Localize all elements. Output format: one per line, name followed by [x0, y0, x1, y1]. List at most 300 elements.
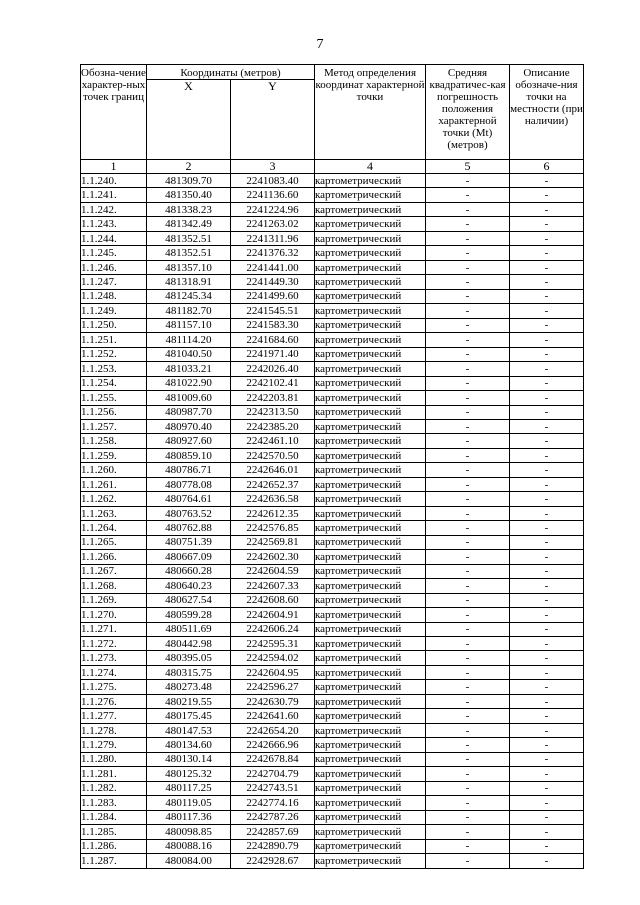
header-mean-error: Средняя квадратичес-кая погрешность положения характерной точки (Mt) (метров) [426, 65, 510, 160]
x-coordinate-cell: 480119.05 [147, 796, 231, 810]
x-coordinate-cell: 480660.28 [147, 564, 231, 578]
description-cell: - [510, 839, 584, 853]
y-coordinate-cell: 2242928.67 [231, 854, 315, 868]
y-coordinate-cell: 2242569.81 [231, 535, 315, 549]
method-cell: картометрический [315, 405, 426, 419]
description-cell: - [510, 405, 584, 419]
mean-error-cell: - [426, 260, 510, 274]
header-x: X [147, 80, 231, 160]
description-cell: - [510, 376, 584, 390]
point-id-cell: 1.1.261. [81, 477, 147, 491]
point-id-cell: 1.1.253. [81, 362, 147, 376]
mean-error-cell: - [426, 231, 510, 245]
x-coordinate-cell: 481022.90 [147, 376, 231, 390]
mean-error-cell: - [426, 680, 510, 694]
point-id-cell: 1.1.269. [81, 593, 147, 607]
x-coordinate-cell: 480315.75 [147, 665, 231, 679]
y-coordinate-cell: 2242594.02 [231, 651, 315, 665]
description-cell: - [510, 637, 584, 651]
table-row [81, 275, 584, 289]
method-cell: картометрический [315, 622, 426, 636]
method-cell: картометрический [315, 448, 426, 462]
x-coordinate-cell: 480273.48 [147, 680, 231, 694]
page-number: 7 [316, 37, 324, 52]
method-cell: картометрический [315, 810, 426, 824]
table-row [81, 535, 584, 549]
mean-error-cell: - [426, 289, 510, 303]
table-row [81, 825, 584, 839]
description-cell: - [510, 680, 584, 694]
description-cell: - [510, 665, 584, 679]
description-cell: - [510, 767, 584, 781]
x-coordinate-cell: 480667.09 [147, 550, 231, 564]
x-coordinate-cell: 480125.32 [147, 767, 231, 781]
table-row [81, 477, 584, 491]
table-row [81, 665, 584, 679]
mean-error-cell: - [426, 810, 510, 824]
table-row [81, 839, 584, 853]
x-coordinate-cell: 480786.71 [147, 463, 231, 477]
method-cell: картометрический [315, 723, 426, 737]
mean-error-cell: - [426, 275, 510, 289]
description-cell: - [510, 188, 584, 202]
mean-error-cell: - [426, 738, 510, 752]
method-cell: картометрический [315, 376, 426, 390]
mean-error-cell: - [426, 854, 510, 868]
column-number: 2 [147, 160, 231, 174]
method-cell: картометрический [315, 260, 426, 274]
x-coordinate-cell: 480117.36 [147, 810, 231, 824]
point-id-cell: 1.1.268. [81, 579, 147, 593]
table-row [81, 752, 584, 766]
description-cell: - [510, 694, 584, 708]
mean-error-cell: - [426, 246, 510, 260]
mean-error-cell: - [426, 391, 510, 405]
table-row [81, 289, 584, 303]
method-cell: картометрический [315, 608, 426, 622]
description-cell: - [510, 304, 584, 318]
description-cell: - [510, 434, 584, 448]
mean-error-cell: - [426, 839, 510, 853]
header-method: Метод определения координат характерной точки [315, 65, 426, 160]
point-id-cell: 1.1.285. [81, 825, 147, 839]
table-row [81, 810, 584, 824]
mean-error-cell: - [426, 304, 510, 318]
table-row [81, 854, 584, 868]
method-cell: картометрический [315, 839, 426, 853]
mean-error-cell: - [426, 579, 510, 593]
point-id-cell: 1.1.274. [81, 665, 147, 679]
y-coordinate-cell: 2242646.01 [231, 463, 315, 477]
mean-error-cell: - [426, 506, 510, 520]
mean-error-cell: - [426, 767, 510, 781]
mean-error-cell: - [426, 188, 510, 202]
y-coordinate-cell: 2241449.30 [231, 275, 315, 289]
description-cell: - [510, 174, 584, 188]
header-point-designation: Обозна-чение характер-ных точек границ [81, 65, 147, 160]
table-row [81, 231, 584, 245]
method-cell: картометрический [315, 767, 426, 781]
table-row [81, 767, 584, 781]
x-coordinate-cell: 480088.16 [147, 839, 231, 853]
table-row [81, 651, 584, 665]
y-coordinate-cell: 2242602.30 [231, 550, 315, 564]
point-id-cell: 1.1.287. [81, 854, 147, 868]
mean-error-cell: - [426, 608, 510, 622]
x-coordinate-cell: 480627.54 [147, 593, 231, 607]
method-cell: картометрический [315, 694, 426, 708]
mean-error-cell: - [426, 477, 510, 491]
mean-error-cell: - [426, 448, 510, 462]
method-cell: картометрический [315, 506, 426, 520]
table-row [81, 318, 584, 332]
y-coordinate-cell: 2242666.96 [231, 738, 315, 752]
y-coordinate-cell: 2241224.96 [231, 202, 315, 216]
description-cell: - [510, 651, 584, 665]
point-id-cell: 1.1.279. [81, 738, 147, 752]
point-id-cell: 1.1.258. [81, 434, 147, 448]
description-cell: - [510, 492, 584, 506]
description-cell: - [510, 810, 584, 824]
mean-error-cell: - [426, 347, 510, 361]
method-cell: картометрический [315, 289, 426, 303]
x-coordinate-cell: 480175.45 [147, 709, 231, 723]
mean-error-cell: - [426, 202, 510, 216]
point-id-cell: 1.1.251. [81, 333, 147, 347]
method-cell: картометрический [315, 434, 426, 448]
description-cell: - [510, 796, 584, 810]
method-cell: картометрический [315, 304, 426, 318]
y-coordinate-cell: 2242787.26 [231, 810, 315, 824]
point-id-cell: 1.1.250. [81, 318, 147, 332]
mean-error-cell: - [426, 651, 510, 665]
y-coordinate-cell: 2241545.51 [231, 304, 315, 318]
table-row [81, 694, 584, 708]
method-cell: картометрический [315, 593, 426, 607]
x-coordinate-cell: 480927.60 [147, 434, 231, 448]
table-row [81, 304, 584, 318]
table-row [81, 376, 584, 390]
x-coordinate-cell: 480640.23 [147, 579, 231, 593]
y-coordinate-cell: 2242595.31 [231, 637, 315, 651]
method-cell: картометрический [315, 246, 426, 260]
table-row [81, 260, 584, 274]
method-cell: картометрический [315, 637, 426, 651]
point-id-cell: 1.1.262. [81, 492, 147, 506]
method-cell: картометрический [315, 419, 426, 433]
description-cell: - [510, 608, 584, 622]
table-row [81, 217, 584, 231]
table-row [81, 202, 584, 216]
point-id-cell: 1.1.240. [81, 174, 147, 188]
description-cell: - [510, 622, 584, 636]
y-coordinate-cell: 2241684.60 [231, 333, 315, 347]
mean-error-cell: - [426, 376, 510, 390]
point-id-cell: 1.1.263. [81, 506, 147, 520]
column-number: 5 [426, 160, 510, 174]
table-row [81, 579, 584, 593]
method-cell: картометрический [315, 579, 426, 593]
y-coordinate-cell: 2242612.35 [231, 506, 315, 520]
table-row [81, 608, 584, 622]
point-id-cell: 1.1.270. [81, 608, 147, 622]
description-cell: - [510, 550, 584, 564]
table-row [81, 174, 584, 188]
description-cell: - [510, 391, 584, 405]
point-id-cell: 1.1.277. [81, 709, 147, 723]
point-id-cell: 1.1.241. [81, 188, 147, 202]
point-id-cell: 1.1.282. [81, 781, 147, 795]
y-coordinate-cell: 2242857.69 [231, 825, 315, 839]
description-cell: - [510, 362, 584, 376]
mean-error-cell: - [426, 564, 510, 578]
y-coordinate-cell: 2241083.40 [231, 174, 315, 188]
description-cell: - [510, 333, 584, 347]
method-cell: картометрический [315, 752, 426, 766]
x-coordinate-cell: 481350.40 [147, 188, 231, 202]
x-coordinate-cell: 480219.55 [147, 694, 231, 708]
description-cell: - [510, 752, 584, 766]
point-id-cell: 1.1.272. [81, 637, 147, 651]
description-cell: - [510, 593, 584, 607]
x-coordinate-cell: 481157.10 [147, 318, 231, 332]
mean-error-cell: - [426, 781, 510, 795]
method-cell: картометрический [315, 709, 426, 723]
point-id-cell: 1.1.245. [81, 246, 147, 260]
point-id-cell: 1.1.266. [81, 550, 147, 564]
point-id-cell: 1.1.247. [81, 275, 147, 289]
point-id-cell: 1.1.244. [81, 231, 147, 245]
y-coordinate-cell: 2241441.00 [231, 260, 315, 274]
y-coordinate-cell: 2242576.85 [231, 521, 315, 535]
method-cell: картометрический [315, 492, 426, 506]
mean-error-cell: - [426, 492, 510, 506]
mean-error-cell: - [426, 419, 510, 433]
description-cell: - [510, 825, 584, 839]
y-coordinate-cell: 2242652.37 [231, 477, 315, 491]
mean-error-cell: - [426, 405, 510, 419]
x-coordinate-cell: 480859.10 [147, 448, 231, 462]
method-cell: картометрический [315, 564, 426, 578]
method-cell: картометрический [315, 333, 426, 347]
mean-error-cell: - [426, 752, 510, 766]
mean-error-cell: - [426, 217, 510, 231]
point-id-cell: 1.1.255. [81, 391, 147, 405]
table-row [81, 781, 584, 795]
table-row [81, 564, 584, 578]
description-cell: - [510, 579, 584, 593]
x-coordinate-cell: 480511.69 [147, 622, 231, 636]
x-coordinate-cell: 481040.50 [147, 347, 231, 361]
y-coordinate-cell: 2241499.60 [231, 289, 315, 303]
y-coordinate-cell: 2242654.20 [231, 723, 315, 737]
y-coordinate-cell: 2242678.84 [231, 752, 315, 766]
x-coordinate-cell: 481342.49 [147, 217, 231, 231]
method-cell: картометрический [315, 202, 426, 216]
description-cell: - [510, 477, 584, 491]
description-cell: - [510, 854, 584, 868]
y-coordinate-cell: 2241263.02 [231, 217, 315, 231]
y-coordinate-cell: 2242461.10 [231, 434, 315, 448]
y-coordinate-cell: 2242203.81 [231, 391, 315, 405]
method-cell: картометрический [315, 362, 426, 376]
point-id-cell: 1.1.259. [81, 448, 147, 462]
x-coordinate-cell: 480117.25 [147, 781, 231, 795]
header-description: Описание обозначе-ния точки на местности (при наличии) [510, 65, 584, 160]
x-coordinate-cell: 481357.10 [147, 260, 231, 274]
point-id-cell: 1.1.254. [81, 376, 147, 390]
mean-error-cell: - [426, 333, 510, 347]
table-row [81, 593, 584, 607]
point-id-cell: 1.1.257. [81, 419, 147, 433]
mean-error-cell: - [426, 362, 510, 376]
table-row [81, 405, 584, 419]
table-row [81, 709, 584, 723]
point-id-cell: 1.1.243. [81, 217, 147, 231]
table-body [81, 174, 584, 869]
x-coordinate-cell: 480751.39 [147, 535, 231, 549]
y-coordinate-cell: 2242570.50 [231, 448, 315, 462]
x-coordinate-cell: 480778.08 [147, 477, 231, 491]
method-cell: картометрический [315, 188, 426, 202]
method-cell: картометрический [315, 318, 426, 332]
table-row [81, 637, 584, 651]
description-cell: - [510, 709, 584, 723]
mean-error-cell: - [426, 174, 510, 188]
method-cell: картометрический [315, 651, 426, 665]
y-coordinate-cell: 2242890.79 [231, 839, 315, 853]
description-cell: - [510, 289, 584, 303]
description-cell: - [510, 347, 584, 361]
table-row [81, 492, 584, 506]
point-id-cell: 1.1.246. [81, 260, 147, 274]
method-cell: картометрический [315, 217, 426, 231]
mean-error-cell: - [426, 637, 510, 651]
method-cell: картометрический [315, 477, 426, 491]
table-row [81, 521, 584, 535]
method-cell: картометрический [315, 796, 426, 810]
x-coordinate-cell: 480130.14 [147, 752, 231, 766]
description-cell: - [510, 738, 584, 752]
x-coordinate-cell: 481009.60 [147, 391, 231, 405]
method-cell: картометрический [315, 738, 426, 752]
point-id-cell: 1.1.242. [81, 202, 147, 216]
column-number: 3 [231, 160, 315, 174]
y-coordinate-cell: 2242607.33 [231, 579, 315, 593]
table-row [81, 622, 584, 636]
description-cell: - [510, 202, 584, 216]
point-id-cell: 1.1.273. [81, 651, 147, 665]
point-id-cell: 1.1.286. [81, 839, 147, 853]
table-row [81, 448, 584, 462]
point-id-cell: 1.1.283. [81, 796, 147, 810]
x-coordinate-cell: 481352.51 [147, 231, 231, 245]
description-cell: - [510, 217, 584, 231]
table-row [81, 796, 584, 810]
x-coordinate-cell: 480762.88 [147, 521, 231, 535]
mean-error-cell: - [426, 318, 510, 332]
point-id-cell: 1.1.280. [81, 752, 147, 766]
table-row [81, 506, 584, 520]
method-cell: картометрический [315, 550, 426, 564]
description-cell: - [510, 781, 584, 795]
x-coordinate-cell: 480098.85 [147, 825, 231, 839]
description-cell: - [510, 723, 584, 737]
point-id-cell: 1.1.275. [81, 680, 147, 694]
y-coordinate-cell: 2242596.27 [231, 680, 315, 694]
y-coordinate-cell: 2242385.20 [231, 419, 315, 433]
method-cell: картометрический [315, 680, 426, 694]
table-row [81, 419, 584, 433]
x-coordinate-cell: 480764.61 [147, 492, 231, 506]
description-cell: - [510, 318, 584, 332]
mean-error-cell: - [426, 535, 510, 549]
x-coordinate-cell: 481182.70 [147, 304, 231, 318]
method-cell: картометрический [315, 174, 426, 188]
description-cell: - [510, 463, 584, 477]
y-coordinate-cell: 2242604.59 [231, 564, 315, 578]
point-id-cell: 1.1.260. [81, 463, 147, 477]
method-cell: картометрический [315, 347, 426, 361]
x-coordinate-cell: 481245.34 [147, 289, 231, 303]
table-row [81, 738, 584, 752]
y-coordinate-cell: 2241311.96 [231, 231, 315, 245]
mean-error-cell: - [426, 463, 510, 477]
y-coordinate-cell: 2241376.32 [231, 246, 315, 260]
description-cell: - [510, 275, 584, 289]
description-cell: - [510, 260, 584, 274]
x-coordinate-cell: 481309.70 [147, 174, 231, 188]
x-coordinate-cell: 480147.53 [147, 723, 231, 737]
x-coordinate-cell: 480395.05 [147, 651, 231, 665]
mean-error-cell: - [426, 694, 510, 708]
coordinates-table [80, 64, 584, 869]
column-number: 4 [315, 160, 426, 174]
method-cell: картометрический [315, 854, 426, 868]
point-id-cell: 1.1.252. [81, 347, 147, 361]
point-id-cell: 1.1.265. [81, 535, 147, 549]
method-cell: картометрический [315, 665, 426, 679]
column-number: 6 [510, 160, 584, 174]
point-id-cell: 1.1.271. [81, 622, 147, 636]
mean-error-cell: - [426, 665, 510, 679]
table-row [81, 362, 584, 376]
method-cell: картометрический [315, 231, 426, 245]
x-coordinate-cell: 481114.20 [147, 333, 231, 347]
method-cell: картометрический [315, 463, 426, 477]
point-id-cell: 1.1.264. [81, 521, 147, 535]
y-coordinate-cell: 2242313.50 [231, 405, 315, 419]
x-coordinate-cell: 481338.23 [147, 202, 231, 216]
table-row [81, 188, 584, 202]
table-row [81, 391, 584, 405]
method-cell: картометрический [315, 535, 426, 549]
point-id-cell: 1.1.276. [81, 694, 147, 708]
point-id-cell: 1.1.256. [81, 405, 147, 419]
x-coordinate-cell: 481352.51 [147, 246, 231, 260]
x-coordinate-cell: 480763.52 [147, 506, 231, 520]
table-row [81, 246, 584, 260]
mean-error-cell: - [426, 593, 510, 607]
x-coordinate-cell: 480599.28 [147, 608, 231, 622]
x-coordinate-cell: 480970.40 [147, 419, 231, 433]
y-coordinate-cell: 2241583.30 [231, 318, 315, 332]
table-row [81, 434, 584, 448]
description-cell: - [510, 506, 584, 520]
y-coordinate-cell: 2242636.58 [231, 492, 315, 506]
description-cell: - [510, 564, 584, 578]
method-cell: картометрический [315, 275, 426, 289]
